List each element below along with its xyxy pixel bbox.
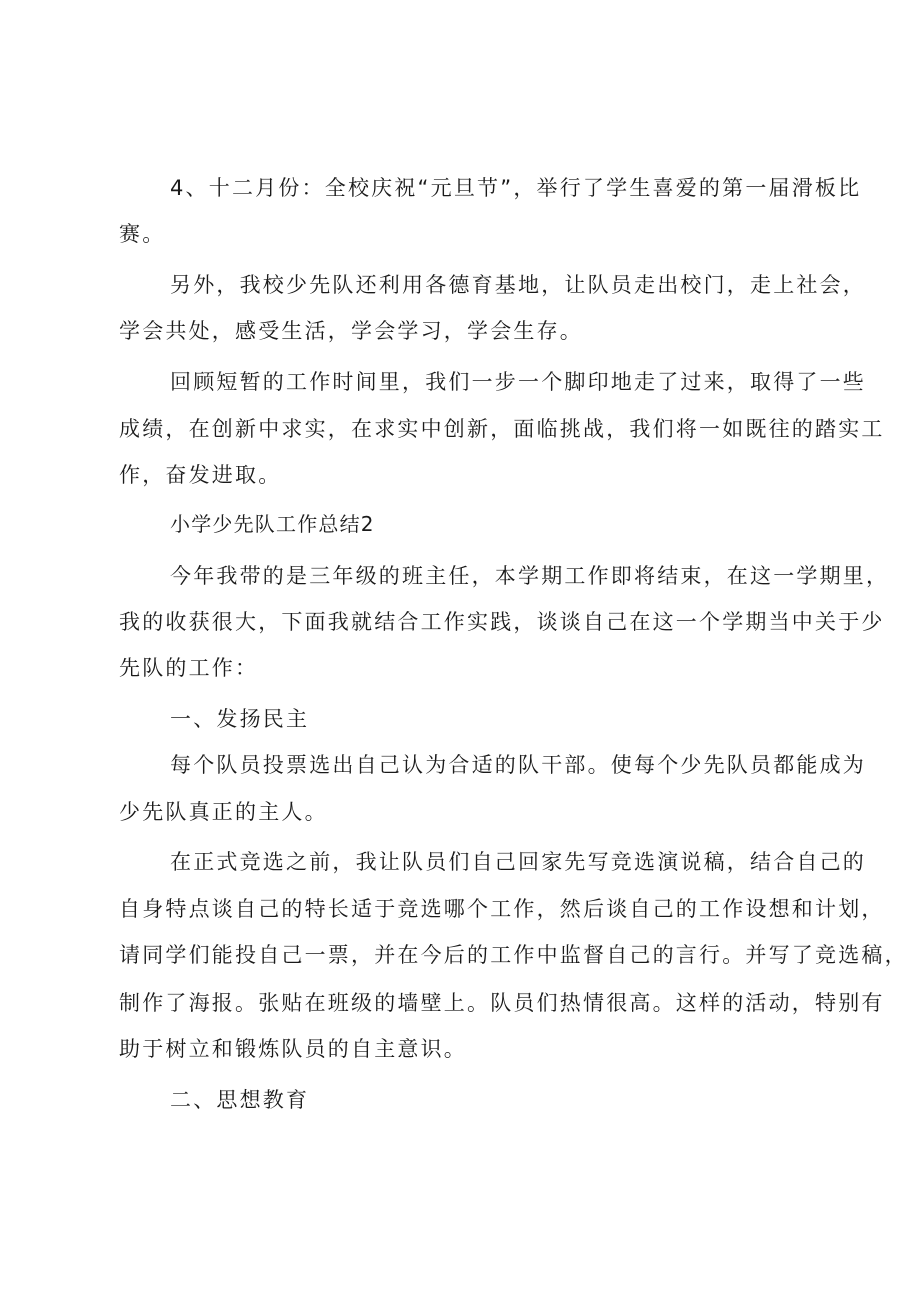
paragraph-line: 每个队员投票选出自己认为合适的队干部。使每个少先队员都能成为 xyxy=(170,753,866,777)
paragraph-line: 学会共处，感受生活，学会学习，学会生存。 xyxy=(119,319,583,343)
paragraph-line: 制作了海报。张贴在班级的墙壁上。队员们热情很高。这样的活动，特别有 xyxy=(119,991,885,1015)
subsection-title: 二、思想教育 xyxy=(170,1088,310,1112)
paragraph-line: 自身特点谈自己的特长适于竞选哪个工作，然后谈自己的工作设想和计划， xyxy=(119,897,885,921)
paragraph-line: 先队的工作： xyxy=(119,656,259,680)
paragraph-line: 我的收获很大，下面我就结合工作实践，谈谈自己在这一个学期当中关于少 xyxy=(119,610,885,634)
paragraph-line: 另外，我校少先队还利用各德育基地，让队员走出校门，走上社会， xyxy=(170,273,866,297)
paragraph-line: 今年我带的是三年级的班主任，本学期工作即将结束，在这一学期里， xyxy=(170,564,890,588)
section-heading: 小学少先队工作总结2 xyxy=(170,512,375,536)
paragraph-line: 4、十二月份：全校庆祝“元旦节”，举行了学生喜爱的第一届滑板比 xyxy=(170,176,862,200)
paragraph-line: 回顾短暂的工作时间里，我们一步一个脚印地走了过来，取得了一些 xyxy=(170,370,866,394)
paragraph-line: 请同学们能投自己一票，并在今后的工作中监督自己的言行。并写了竞选稿， xyxy=(119,943,908,967)
paragraph-line: 成绩，在创新中求实，在求实中创新，面临挑战，我们将一如既往的踏实工 xyxy=(119,417,885,441)
paragraph-line: 助于树立和锻炼队员的自主意识。 xyxy=(119,1037,467,1061)
paragraph-line: 少先队真正的主人。 xyxy=(119,800,328,824)
paragraph-line: 赛。 xyxy=(119,222,166,246)
paragraph-line: 在正式竞选之前，我让队员们自己回家先写竞选演说稿，结合自己的 xyxy=(170,850,866,874)
subsection-title: 一、发扬民主 xyxy=(170,707,310,731)
paragraph-line: 作，奋发进取。 xyxy=(119,463,282,487)
